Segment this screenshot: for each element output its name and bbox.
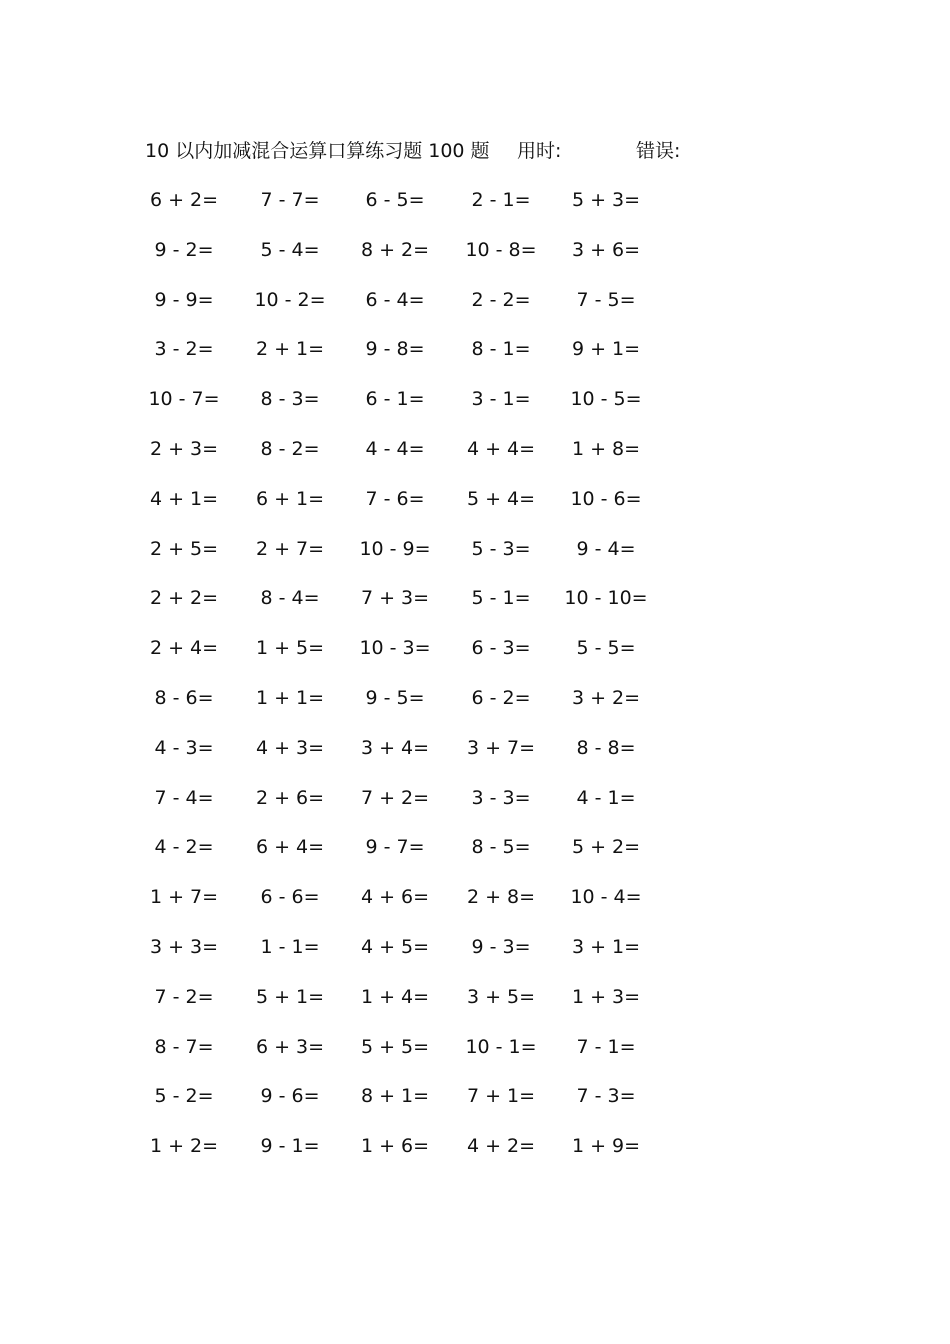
problem-item: 10 - 7= bbox=[148, 388, 220, 411]
problem-item: 2 - 1= bbox=[471, 189, 531, 211]
problem-item: 3 + 3= bbox=[149, 935, 219, 958]
problem-item: 7 + 2= bbox=[360, 786, 430, 809]
problem-item: 1 + 9= bbox=[571, 1135, 641, 1158]
problem-item: 4 + 4= bbox=[466, 437, 536, 460]
problem-item: 7 - 4= bbox=[154, 786, 214, 809]
problem-item: 7 + 1= bbox=[466, 1085, 536, 1108]
problem-item: 2 + 8= bbox=[466, 886, 536, 909]
problem-item: 4 + 1= bbox=[149, 487, 219, 510]
time-used-label: 用时: bbox=[517, 140, 562, 162]
problem-item: 5 - 1= bbox=[471, 587, 531, 610]
problem-item: 10 - 8= bbox=[465, 238, 537, 261]
problem-item: 7 - 7= bbox=[260, 189, 320, 211]
problem-item: 4 - 3= bbox=[154, 736, 214, 759]
problem-row bbox=[140, 925, 680, 975]
problem-item: 1 + 2= bbox=[149, 1135, 219, 1158]
problem-item: 1 + 1= bbox=[255, 686, 325, 709]
problem-item: 4 - 4= bbox=[365, 437, 425, 460]
problem-row bbox=[140, 427, 680, 477]
problem-row bbox=[140, 278, 680, 328]
problem-item: 2 + 5= bbox=[149, 537, 219, 560]
problem-item: 10 - 2= bbox=[254, 288, 326, 311]
problem-item: 9 - 9= bbox=[154, 288, 214, 311]
problem-item: 5 - 4= bbox=[260, 238, 320, 261]
problem-item: 8 - 7= bbox=[154, 1035, 214, 1058]
problem-item: 8 - 1= bbox=[471, 338, 531, 361]
problem-item: 2 + 4= bbox=[149, 637, 219, 660]
problem-item: 1 + 5= bbox=[255, 637, 325, 660]
problem-item: 7 - 2= bbox=[154, 985, 214, 1008]
problem-item: 5 - 3= bbox=[471, 537, 531, 560]
problem-row bbox=[140, 825, 680, 875]
problem-item: 9 - 3= bbox=[471, 935, 531, 958]
problem-row bbox=[140, 626, 680, 676]
problem-row bbox=[140, 228, 680, 278]
problem-item: 1 + 6= bbox=[360, 1135, 430, 1158]
problem-item: 10 - 4= bbox=[570, 886, 642, 909]
problem-row bbox=[140, 377, 680, 427]
problem-item: 9 + 1= bbox=[571, 338, 641, 361]
problem-item: 2 + 7= bbox=[255, 537, 325, 560]
problem-item: 4 + 6= bbox=[360, 886, 430, 909]
problem-item: 7 - 6= bbox=[365, 487, 425, 510]
problem-item: 10 - 3= bbox=[359, 637, 431, 660]
problem-row bbox=[140, 875, 680, 925]
problem-item: 3 - 1= bbox=[471, 388, 531, 411]
problem-item: 9 - 8= bbox=[365, 338, 425, 361]
problem-item: 9 - 1= bbox=[260, 1135, 320, 1158]
problem-item: 5 + 5= bbox=[360, 1035, 430, 1058]
problem-item: 3 + 5= bbox=[466, 985, 536, 1008]
problem-item: 8 - 6= bbox=[154, 686, 214, 709]
problem-row bbox=[140, 1074, 680, 1124]
problem-item: 6 + 3= bbox=[255, 1035, 325, 1058]
problem-item: 9 - 7= bbox=[365, 836, 425, 859]
problem-item: 7 - 1= bbox=[576, 1035, 636, 1058]
problem-item: 1 + 8= bbox=[571, 437, 641, 460]
problem-item: 4 + 3= bbox=[255, 736, 325, 759]
problem-item: 5 + 2= bbox=[571, 836, 641, 859]
problem-item: 6 - 4= bbox=[365, 288, 425, 311]
problem-item: 2 + 2= bbox=[149, 587, 219, 610]
problem-item: 7 - 5= bbox=[576, 288, 636, 311]
problem-item: 5 + 1= bbox=[255, 985, 325, 1008]
problem-item: 10 - 6= bbox=[570, 487, 642, 510]
problem-item: 9 - 2= bbox=[154, 238, 214, 261]
problem-item: 6 - 2= bbox=[471, 686, 531, 709]
problem-item: 3 + 2= bbox=[571, 686, 641, 709]
problem-item: 5 - 5= bbox=[576, 637, 636, 660]
problem-item: 2 + 1= bbox=[255, 338, 325, 361]
problem-item: 4 + 5= bbox=[360, 935, 430, 958]
problem-item: 6 - 1= bbox=[365, 388, 425, 411]
problem-item: 7 - 3= bbox=[576, 1085, 636, 1108]
problem-item: 4 + 2= bbox=[466, 1135, 536, 1158]
problem-row bbox=[140, 776, 680, 826]
problem-item: 6 + 2= bbox=[149, 189, 219, 211]
problem-item: 5 + 3= bbox=[571, 189, 641, 211]
problem-row bbox=[140, 726, 680, 776]
problem-item: 8 - 8= bbox=[576, 736, 636, 759]
problem-item: 8 - 3= bbox=[260, 388, 320, 411]
problem-item: 1 + 7= bbox=[149, 886, 219, 909]
errors-label: 错误: bbox=[636, 140, 681, 162]
problem-grid bbox=[140, 178, 680, 1174]
problem-item: 10 - 10= bbox=[564, 587, 648, 610]
problem-item: 8 - 4= bbox=[260, 587, 320, 610]
problem-item: 10 - 5= bbox=[570, 388, 642, 411]
problem-item: 4 - 1= bbox=[576, 786, 636, 809]
problem-item: 3 - 3= bbox=[471, 786, 531, 809]
problem-item: 6 - 5= bbox=[365, 189, 425, 211]
problem-item: 2 + 6= bbox=[255, 786, 325, 809]
problem-item: 10 - 9= bbox=[359, 537, 431, 560]
problem-item: 6 - 6= bbox=[260, 886, 320, 909]
problem-row bbox=[140, 1124, 680, 1174]
problem-item: 5 + 4= bbox=[466, 487, 536, 510]
problem-item: 9 - 6= bbox=[260, 1085, 320, 1108]
problem-row bbox=[140, 527, 680, 577]
problem-row bbox=[140, 1025, 680, 1075]
worksheet-title: 10 以内加减混合运算口算练习题 100 题 bbox=[145, 140, 490, 162]
problem-item: 2 + 3= bbox=[149, 437, 219, 460]
problem-row bbox=[140, 477, 680, 527]
problem-row bbox=[140, 676, 680, 726]
problem-item: 8 - 2= bbox=[260, 437, 320, 460]
problem-row bbox=[140, 576, 680, 626]
problem-item: 3 + 1= bbox=[571, 935, 641, 958]
problem-item: 3 - 2= bbox=[154, 338, 214, 361]
problem-item: 2 - 2= bbox=[471, 288, 531, 311]
problem-item: 3 + 4= bbox=[360, 736, 430, 759]
problem-row bbox=[140, 327, 680, 377]
problem-item: 7 + 3= bbox=[360, 587, 430, 610]
problem-item: 4 - 2= bbox=[154, 836, 214, 859]
problem-item: 3 + 7= bbox=[466, 736, 536, 759]
problem-item: 9 - 5= bbox=[365, 686, 425, 709]
problem-item: 8 - 5= bbox=[471, 836, 531, 859]
problem-item: 8 + 2= bbox=[360, 238, 430, 261]
problem-item: 1 - 1= bbox=[260, 935, 320, 958]
problem-item: 10 - 1= bbox=[465, 1035, 537, 1058]
problem-item: 1 + 4= bbox=[360, 985, 430, 1008]
problem-item: 8 + 1= bbox=[360, 1085, 430, 1108]
problem-row bbox=[140, 178, 680, 228]
problem-item: 9 - 4= bbox=[576, 537, 636, 560]
problem-item: 6 + 4= bbox=[255, 836, 325, 859]
problem-item: 6 + 1= bbox=[255, 487, 325, 510]
problem-item: 3 + 6= bbox=[571, 238, 641, 261]
problem-item: 5 - 2= bbox=[154, 1085, 214, 1108]
problem-item: 1 + 3= bbox=[571, 985, 641, 1008]
problem-item: 6 - 3= bbox=[471, 637, 531, 660]
problem-row bbox=[140, 975, 680, 1025]
